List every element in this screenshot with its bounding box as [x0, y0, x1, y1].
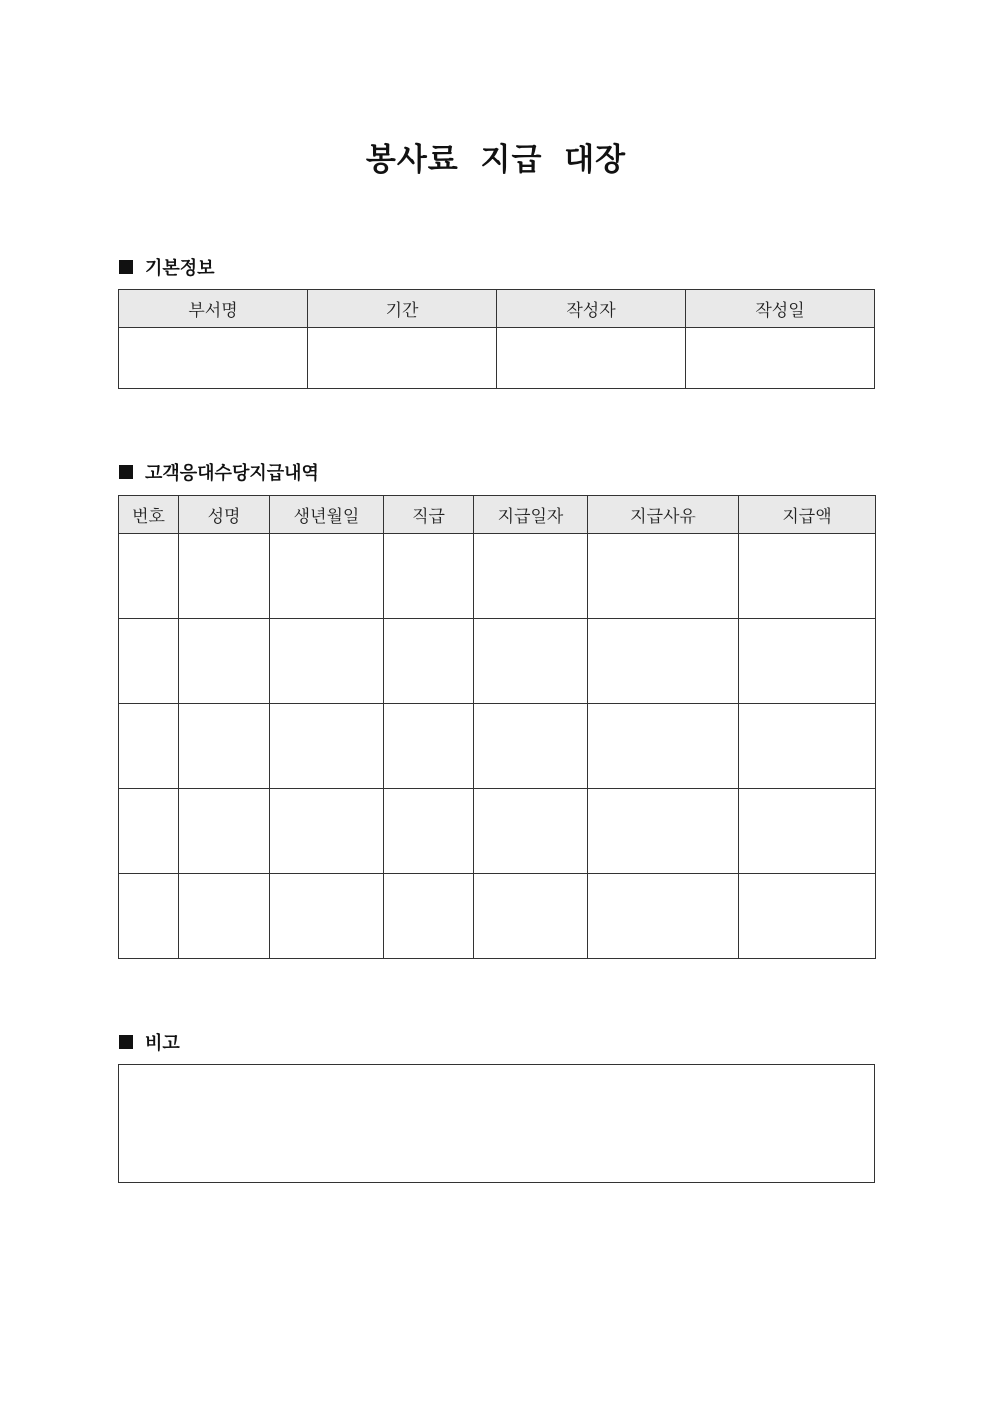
square-bullet-icon [119, 1035, 133, 1049]
basic-info-header-row [119, 290, 875, 328]
payment-amount-cell[interactable] [739, 534, 876, 619]
header-birthdate: 생년월일 [270, 496, 384, 534]
basic-info-heading [119, 254, 215, 280]
birthdate-cell[interactable] [270, 534, 384, 619]
table-row [119, 789, 876, 874]
header-position: 직급 [384, 496, 474, 534]
table-row [119, 534, 876, 619]
number-cell[interactable] [119, 534, 179, 619]
payment-date-cell[interactable] [474, 619, 588, 704]
payment-reason-cell[interactable] [588, 704, 739, 789]
number-cell[interactable] [119, 874, 179, 959]
department-cell[interactable] [119, 328, 308, 389]
header-period: 기간 [308, 290, 497, 328]
payment-details-heading [119, 459, 319, 485]
table-row [119, 704, 876, 789]
payment-amount-cell[interactable] [739, 874, 876, 959]
header-payment-reason: 지급사유 [588, 496, 739, 534]
square-bullet-icon [119, 465, 133, 479]
position-cell[interactable] [384, 534, 474, 619]
payment-details-table [118, 495, 876, 959]
name-cell[interactable] [179, 619, 270, 704]
position-cell[interactable] [384, 619, 474, 704]
payment-reason-cell[interactable] [588, 789, 739, 874]
payment-details-heading-label: 고객응대수당지급내역 [145, 463, 319, 484]
header-payment-date: 지급일자 [474, 496, 588, 534]
number-cell[interactable] [119, 704, 179, 789]
payment-date-cell[interactable] [474, 874, 588, 959]
name-cell[interactable] [179, 534, 270, 619]
header-department: 부서명 [119, 290, 308, 328]
header-payment-amount: 지급액 [739, 496, 876, 534]
payment-amount-cell[interactable] [739, 704, 876, 789]
payment-date-cell[interactable] [474, 704, 588, 789]
basic-info-table [118, 289, 875, 389]
header-number: 번호 [119, 496, 179, 534]
header-name: 성명 [179, 496, 270, 534]
table-row [119, 874, 876, 959]
number-cell[interactable] [119, 619, 179, 704]
basic-info-heading-label: 기본정보 [145, 258, 215, 279]
remarks-heading-label: 비고 [145, 1033, 180, 1054]
payment-amount-cell[interactable] [739, 789, 876, 874]
position-cell[interactable] [384, 789, 474, 874]
header-date-written: 작성일 [686, 290, 875, 328]
remarks-box[interactable] [118, 1064, 875, 1183]
position-cell[interactable] [384, 874, 474, 959]
date-written-cell[interactable] [686, 328, 875, 389]
name-cell[interactable] [179, 704, 270, 789]
payment-date-cell[interactable] [474, 534, 588, 619]
birthdate-cell[interactable] [270, 619, 384, 704]
payment-date-cell[interactable] [474, 789, 588, 874]
payment-reason-cell[interactable] [588, 534, 739, 619]
page-title: 봉사료 지급 대장 [365, 142, 627, 178]
payment-amount-cell[interactable] [739, 619, 876, 704]
name-cell[interactable] [179, 789, 270, 874]
author-cell[interactable] [497, 328, 686, 389]
basic-info-value-row [119, 328, 875, 389]
payment-reason-cell[interactable] [588, 619, 739, 704]
number-cell[interactable] [119, 789, 179, 874]
table-row [119, 619, 876, 704]
birthdate-cell[interactable] [270, 874, 384, 959]
position-cell[interactable] [384, 704, 474, 789]
remarks-heading [119, 1029, 180, 1055]
period-cell[interactable] [308, 328, 497, 389]
header-author: 작성자 [497, 290, 686, 328]
square-bullet-icon [119, 260, 133, 274]
payment-reason-cell[interactable] [588, 874, 739, 959]
birthdate-cell[interactable] [270, 704, 384, 789]
payment-header-row [119, 496, 876, 534]
birthdate-cell[interactable] [270, 789, 384, 874]
name-cell[interactable] [179, 874, 270, 959]
